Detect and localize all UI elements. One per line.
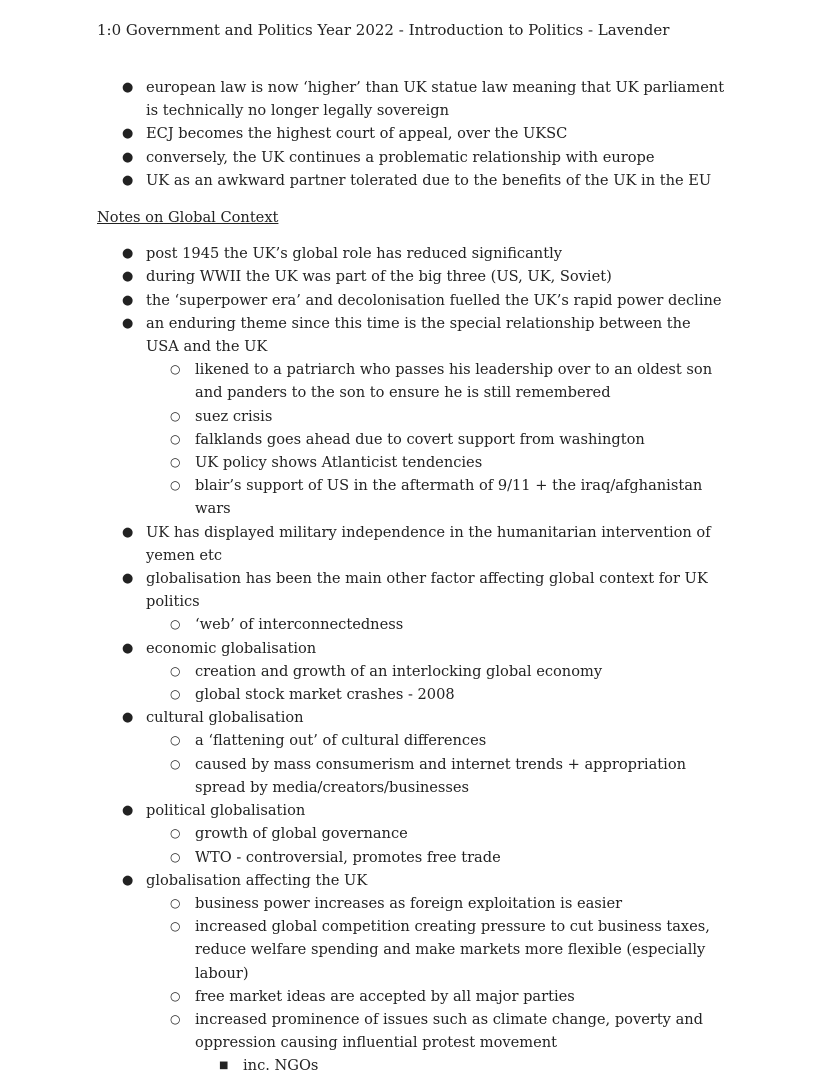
list-item	[0, 706, 828, 799]
document-header: 1:0 Government and Politics Year 2022 - Introduction to Politics - Lavender	[97, 21, 670, 39]
list-item-text: economic globalisation	[146, 639, 317, 657]
list-item-text: growth of global governance	[195, 825, 408, 843]
list-item-text: falklands goes ahead due to covert support from washington	[195, 430, 645, 448]
sub-list-item	[0, 915, 828, 985]
list-item	[0, 567, 828, 637]
list-item	[0, 521, 828, 567]
intro-bullet-list	[0, 76, 828, 192]
bullet-marker: ○	[170, 617, 181, 632]
sub-list-item	[0, 892, 828, 915]
list-item-text: suez crisis	[195, 407, 273, 425]
list-item	[0, 122, 828, 145]
bullet-marker: ●	[122, 246, 134, 262]
list-item-text: UK as an awkward partner tolerated due to the benefits of the UK in the EU	[146, 171, 712, 189]
sub-list-item	[0, 683, 828, 706]
section-heading: Notes on Global Context	[97, 209, 279, 227]
sub-list-item	[0, 753, 828, 799]
list-item-text: free market ideas are accepted by all major parties	[195, 987, 575, 1005]
list-item-text: the ‘superpower era’ and decolonisation fuelled the UK’s rapid power decline	[146, 291, 722, 309]
sub-list-item	[0, 474, 828, 520]
list-item	[0, 289, 828, 312]
sub-list-item	[0, 613, 828, 636]
bullet-marker: ●	[122, 872, 134, 888]
bullet-marker: ○	[170, 478, 181, 493]
bullet-marker: ●	[122, 126, 134, 142]
bullet-marker: ●	[122, 315, 134, 331]
list-item-text: globalisation affecting the UK	[146, 871, 368, 889]
list-item-text: business power increases as foreign exploitation is easier	[195, 894, 623, 912]
list-item-text: inc. NGOs	[243, 1057, 319, 1075]
list-item-text: global stock market crashes - 2008	[195, 686, 455, 704]
bullet-marker: ●	[122, 292, 134, 308]
bullet-marker: ●	[122, 172, 134, 188]
list-item-text: ‘web’ of interconnectedness	[195, 616, 404, 634]
list-item	[0, 312, 828, 521]
list-item-text: a ‘flattening out’ of cultural differences	[195, 732, 487, 750]
sub-list-item	[0, 451, 828, 474]
list-item-text: during WWII the UK was part of the big three (US, UK, Soviet)	[146, 268, 612, 286]
bullet-marker: ■	[219, 1060, 229, 1072]
list-item-text: globalisation has been the main other factor affecting global context for UK politics	[146, 570, 708, 611]
bullet-marker: ○	[170, 733, 181, 748]
list-item	[0, 265, 828, 288]
list-item	[0, 637, 828, 707]
list-item-text: blair’s support of US in the aftermath of 9/11 + the iraq/afghanistan wars	[195, 477, 703, 518]
list-item-text: likened to a patriarch who passes his leadership over to an oldest son and panders to the son to ensure he is still remembered	[195, 361, 713, 402]
bullet-marker: ●	[122, 571, 134, 587]
list-item-text: conversely, the UK continues a problematic relationship with europe	[146, 148, 655, 166]
list-item-text: cultural globalisation	[146, 709, 304, 727]
list-item	[0, 76, 828, 122]
bullet-marker: ●	[122, 269, 134, 285]
list-item	[0, 242, 828, 265]
list-item-text: increased prominence of issues such as climate change, poverty and oppression causing influential protest movement	[195, 1010, 704, 1052]
bullet-marker: ●	[122, 80, 134, 95]
sub-list-item	[0, 985, 828, 1008]
list-item-text: an enduring theme since this time is the special relationship between the USA and the UK	[146, 314, 691, 356]
sub-list-item	[0, 729, 828, 752]
bullet-marker: ●	[122, 803, 134, 819]
list-item-text: political globalisation	[146, 802, 306, 820]
list-item-text: post 1945 the UK’s global role has reduced significantly	[146, 245, 562, 263]
list-item-text: UK has displayed military independence in the humanitarian intervention of yemen etc	[146, 523, 711, 564]
bullet-marker: ●	[122, 640, 134, 656]
bullet-marker: ●	[122, 710, 134, 726]
sub-bullet-list	[0, 822, 828, 868]
bullet-marker: ●	[122, 149, 134, 165]
bullet-marker: ○	[170, 988, 181, 1003]
sub-list-item	[0, 822, 828, 845]
bullet-marker: ○	[170, 431, 181, 446]
list-item-text: creation and growth of an interlocking global economy	[195, 662, 603, 680]
sub-list-item	[0, 358, 828, 404]
bullet-marker: ○	[170, 663, 181, 678]
document-body	[0, 76, 828, 1078]
sub-bullet-list	[0, 613, 828, 636]
list-item-text: WTO - controversial, promotes free trade	[195, 848, 501, 866]
sub-list-item	[0, 660, 828, 683]
global-context-bullet-list	[0, 242, 828, 1077]
bullet-marker: ○	[170, 826, 181, 841]
sub-list-item	[0, 1008, 828, 1078]
bullet-marker: ○	[170, 455, 181, 470]
sub-sub-bullet-list	[0, 1054, 828, 1077]
bullet-marker: ○	[170, 1011, 181, 1026]
list-item-text: ECJ becomes the highest court of appeal, over the UKSC	[146, 125, 568, 143]
bullet-marker: ○	[170, 362, 181, 377]
sub-bullet-list	[0, 729, 828, 799]
list-item-text: european law is now ‘higher’ than UK statue law meaning that UK parliament is technically no longer legally sovereign	[146, 79, 725, 120]
bullet-marker: ○	[170, 919, 181, 934]
sub-list-item	[0, 428, 828, 451]
bullet-marker: ○	[170, 895, 181, 910]
list-item	[0, 799, 828, 869]
list-item	[0, 869, 828, 1078]
sub-bullet-list	[0, 358, 828, 520]
bullet-marker: ●	[122, 524, 134, 540]
list-item-text: increased global competition creating pressure to cut business taxes, reduce welfare spending and make markets more flexible (especially labour)	[195, 918, 710, 982]
sub-bullet-list	[0, 660, 828, 706]
list-item-text: UK policy shows Atlanticist tendencies	[195, 454, 483, 472]
sub-list-item	[0, 405, 828, 428]
bullet-marker: ○	[170, 687, 181, 702]
bullet-marker: ○	[170, 849, 181, 864]
sub-sub-list-item	[0, 1054, 828, 1077]
list-item	[0, 146, 828, 169]
list-item	[0, 169, 828, 192]
list-item-text: caused by mass consumerism and internet trends + appropriation spread by media/creators/businesses	[195, 755, 687, 796]
sub-bullet-list	[0, 892, 828, 1078]
bullet-marker: ○	[170, 408, 181, 423]
sub-list-item	[0, 846, 828, 869]
bullet-marker: ○	[170, 756, 181, 771]
